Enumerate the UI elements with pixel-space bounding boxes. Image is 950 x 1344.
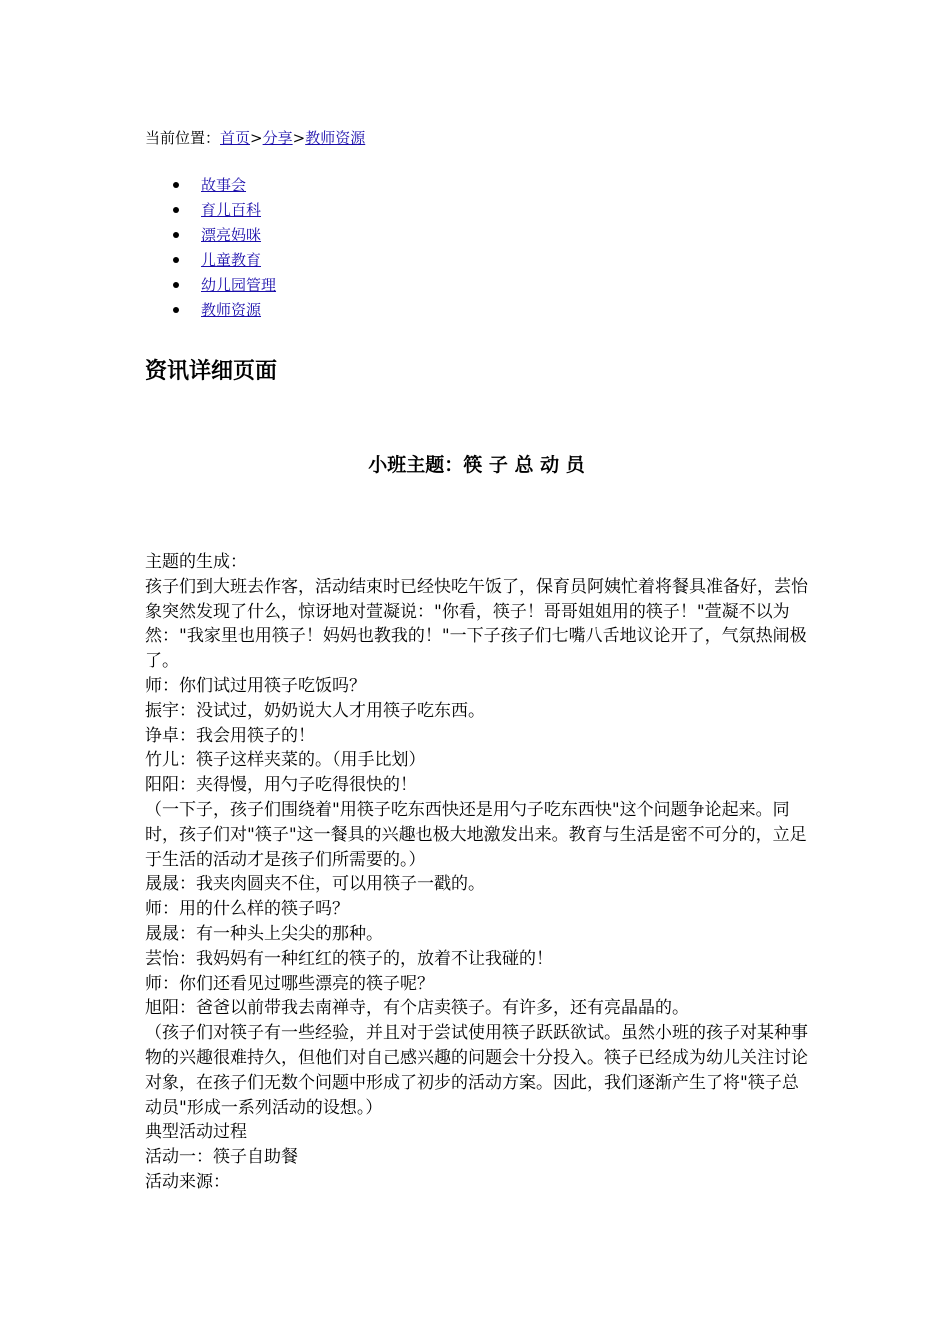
article-paragraph: 活动来源： (145, 1171, 230, 1192)
nav-link-teacher-resources[interactable]: 教师资源 (201, 301, 262, 319)
article-body (145, 550, 815, 1195)
nav-item-parenting (173, 198, 276, 223)
nav-link-kindergarten-management[interactable]: 幼儿园管理 (201, 276, 277, 294)
nav-link-stories[interactable]: 故事会 (201, 176, 247, 194)
bullet-icon (173, 282, 179, 288)
nav-item-kindergarten-management (173, 273, 276, 298)
article-paragraph: （孩子们对筷子有一些经验，并且对于尝试使用筷子跃跃欲试。虽然小班的孩子对某种事物的兴趣很难持久，但他们对自己感兴趣的问题会十分投入。筷子已经成为幼儿关注讨论对象，在孩子们无数个问题中形成了初步的活动方案。因此，我们逐渐产生了将"筷子总动员"形成一系列活动的设想。） (145, 1023, 808, 1118)
article-paragraph: 典型活动过程 (145, 1122, 247, 1143)
breadcrumb-separator: > (250, 129, 263, 147)
article-title: 小班主题：筷 子 总 动 员 (368, 454, 585, 476)
bullet-icon (173, 307, 179, 313)
page-heading: 资讯详细页面 (145, 358, 278, 384)
article-paragraph: 晟晟：我夹肉圆夹不住，可以用筷子一戳的。 (145, 874, 485, 895)
bullet-icon (173, 257, 179, 263)
breadcrumb-link-share[interactable]: 分享 (262, 129, 293, 147)
breadcrumb-separator: > (292, 129, 306, 147)
nav-item-stories (173, 173, 276, 198)
article-paragraph: 活动一：筷子自助餐 (145, 1147, 298, 1168)
nav-link-child-education[interactable]: 儿童教育 (201, 251, 262, 269)
article-paragraph: 师：你们试过用筷子吃饭吗？ (145, 675, 366, 696)
article-paragraph: 孩子们到大班去作客，活动结束时已经快吃午饭了，保育员阿姨忙着将餐具准备好，芸怡象突然发现了什么，惊讶地对萱凝说："你看，筷子！哥哥姐姐用的筷子！"萱凝不以为然："我家里也用筷子！妈妈也教我的！"一下子孩子们七嘴八舌地议论开了，气氛热闹极了。 (145, 576, 808, 672)
article-paragraph: 师：用的什么样的筷子吗？ (145, 899, 349, 920)
breadcrumb (145, 127, 365, 148)
bullet-icon (173, 207, 179, 213)
bullet-icon (173, 232, 179, 238)
article-paragraph: 师：你们还看见过哪些漂亮的筷子呢？ (145, 973, 434, 994)
article-paragraph: 竹儿：筷子这样夹菜的。（用手比划） (145, 750, 426, 771)
article-paragraph: 振宇：没试过，奶奶说大人才用筷子吃东西。 (145, 700, 485, 721)
article-paragraph: 诤卓：我会用筷子的！ (145, 725, 315, 746)
article-paragraph: 阳阳：夹得慢，用勺子吃得很快的！ (145, 775, 417, 796)
nav-link-mommy[interactable]: 漂亮妈咪 (201, 226, 262, 244)
breadcrumb-link-home[interactable]: 首页 (220, 129, 251, 147)
breadcrumb-link-teacher-resources[interactable]: 教师资源 (305, 129, 366, 147)
article-paragraph: 芸怡：我妈妈有一种红红的筷子的，放着不让我碰的！ (145, 948, 553, 969)
bullet-icon (173, 182, 179, 188)
category-nav (173, 173, 276, 323)
article-paragraph: （一下子，孩子们围绕着"用筷子吃东西快还是用勺子吃东西快"这个问题争论起来。同时，孩子们对"筷子"这一餐具的兴趣也极大地激发出来。教育与生活是密不可分的，立足于生活的活动才是孩子们所需要的。） (145, 799, 807, 870)
article-paragraph: 主题的生成： (145, 552, 247, 572)
nav-item-mommy (173, 223, 276, 248)
nav-link-parenting[interactable]: 育儿百科 (201, 201, 262, 219)
nav-item-child-education (173, 248, 276, 273)
article-paragraph: 旭阳：爸爸以前带我去南禅寺，有个店卖筷子。有许多，还有亮晶晶的。 (145, 998, 689, 1019)
nav-item-teacher-resources (173, 298, 276, 323)
article-paragraph: 晟晟：有一种头上尖尖的那种。 (145, 923, 383, 944)
breadcrumb-prefix: 当前位置： (145, 129, 221, 147)
